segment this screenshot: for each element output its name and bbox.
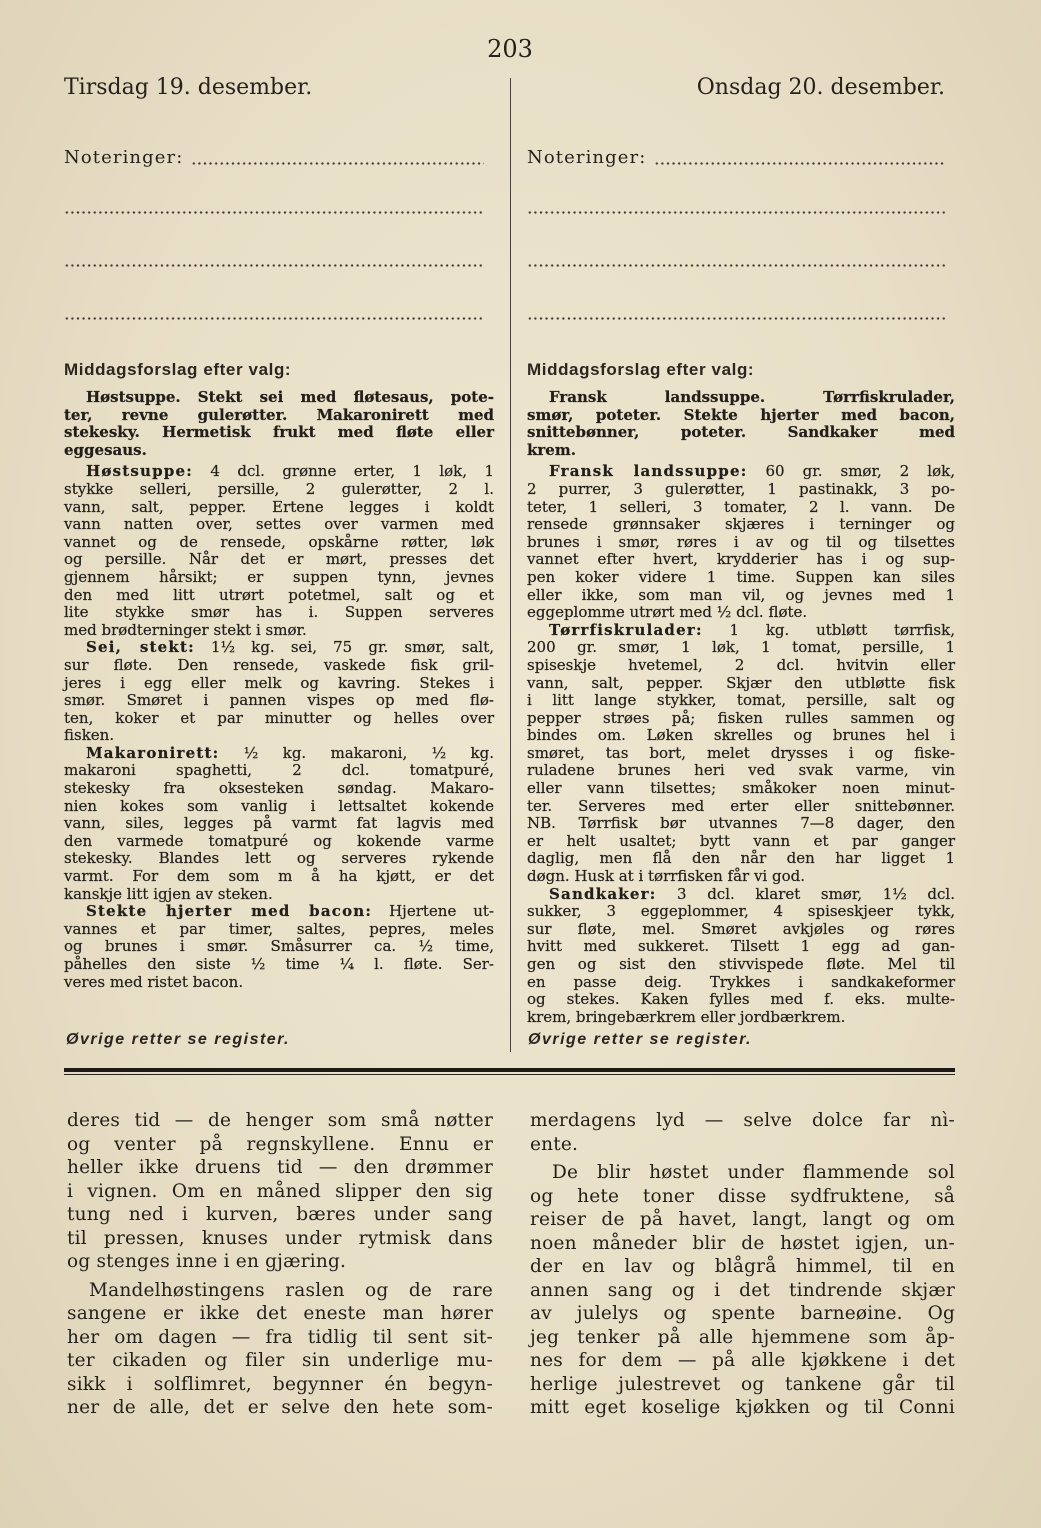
text-line	[527, 798, 955, 816]
text-line	[527, 639, 955, 657]
line-text: sikk i solflimret, begynner én begyn-	[67, 1373, 493, 1395]
text-line	[64, 407, 494, 425]
text-line	[64, 745, 494, 763]
text-line	[64, 921, 494, 939]
text-line	[64, 974, 494, 992]
line-text: vannet efter hvert, krydderier has i og sup-	[527, 550, 955, 569]
line-text: vann, siles, legges på varmt fat lagvis med	[64, 814, 494, 833]
text-line	[527, 604, 955, 622]
line-text: eller ikke, som man vil, og jevnes med 1	[527, 585, 955, 604]
essay-column-left	[67, 1109, 493, 1420]
text-line	[67, 1180, 493, 1204]
register-note-left: Øvrige retter se register.	[66, 1031, 290, 1048]
text-line	[530, 1279, 955, 1303]
date-heading-tuesday: Tirsdag 19. desember.	[64, 75, 313, 100]
text-line	[527, 745, 955, 763]
line-text: ter. Serveres med erter eller snittebønner.	[527, 796, 955, 815]
dinner-suggestions-left	[64, 389, 494, 991]
line-text: påhelles den siste ½ time ¼ l. fløte. Ser-	[64, 955, 494, 973]
menu-heading-right: Middagsforslag efter valg:	[527, 360, 755, 379]
line-text: sangene er ikke det eneste man hører	[67, 1303, 493, 1324]
text-line	[527, 657, 955, 675]
text-line	[527, 886, 955, 904]
menu-summary	[64, 389, 494, 459]
line-text: rensede grønnsaker skjæres i terninger og	[527, 515, 955, 534]
text-line	[67, 1279, 493, 1303]
text-line	[64, 551, 494, 569]
line-text: i litt lange stykker, tomat, persille, salt og	[527, 691, 955, 710]
text-line	[64, 604, 494, 622]
line-text: De blir høstet under flammende sol	[552, 1162, 955, 1183]
line-text: krem.	[527, 440, 576, 459]
text-line	[527, 389, 955, 407]
line-text: og hete toner disse sydfruktene, så	[530, 1185, 955, 1207]
line-text: vannes et par timer, saltes, pepres, meles	[64, 919, 494, 938]
line-text: pepper strøes på; fisken rulles sammen og	[527, 708, 955, 727]
recipe	[527, 622, 955, 886]
line-text: reiser de på havet, langt, langt og om	[530, 1209, 955, 1230]
text-line	[64, 727, 494, 745]
text-line	[64, 639, 494, 657]
text-line	[64, 692, 494, 710]
line-text: noen måneder blir de høstet igjen, un-	[530, 1232, 955, 1254]
text-line	[64, 833, 494, 851]
line-text: jeres i egg eller melk og kavring. Stekes i	[64, 673, 494, 692]
line-text: mitt eget koselige kjøkken og til Conni	[530, 1397, 955, 1418]
text-line	[67, 1326, 493, 1350]
recipe	[64, 745, 494, 903]
text-line	[527, 424, 955, 442]
line-text: gen og sist den stivvispede fløte. Mel til	[527, 955, 955, 973]
dotted-note-line	[64, 317, 484, 320]
line-text: smør. Smøret i pannen vispes op med flø-	[64, 691, 494, 710]
line-text: daglig, men flå den når den har ligget 1	[527, 849, 955, 868]
text-line	[527, 1009, 955, 1027]
dotted-note-line	[527, 264, 945, 267]
text-line	[527, 587, 955, 605]
line-text: veres med ristet bacon.	[64, 972, 244, 991]
text-line	[64, 850, 494, 868]
text-line	[527, 551, 955, 569]
register-note-right: Øvrige retter se register.	[528, 1031, 752, 1048]
line-text: der en lav og blågrå himmel, til en	[530, 1256, 955, 1277]
text-line	[67, 1349, 493, 1373]
text-line	[527, 481, 955, 499]
text-line	[64, 569, 494, 587]
line-text: med brødterninger stekt i smør.	[64, 620, 307, 639]
line-text: deres tid — de henger som små nøtter	[67, 1110, 493, 1131]
text-line	[527, 692, 955, 710]
text-line	[64, 956, 494, 974]
recipe	[527, 463, 955, 621]
line-text: og stekes. Kaken fylles med f. eks. multe-	[527, 990, 955, 1009]
text-line	[527, 850, 955, 868]
dotted-note-line	[64, 211, 484, 214]
recipe	[527, 886, 955, 1027]
text-line	[64, 710, 494, 728]
line-text: makaroni spaghetti, 2 dcl. tomatpuré,	[64, 761, 494, 780]
text-line	[530, 1109, 955, 1133]
line-text: vann natten over, settes over varmen med	[64, 515, 494, 534]
line-text: ner de alle, det er selve den hete som-	[67, 1397, 493, 1418]
line-text: og persille. Når det er mørt, presses det	[64, 550, 494, 569]
line-text: 1½ kg. sei, 75 gr. smør, salt,	[211, 638, 494, 657]
line-text: vann, salt, pepper. Ertene legges i koldt	[64, 497, 494, 516]
text-line	[527, 407, 955, 425]
line-text: stekesky. Hermetisk frukt med fløte eller	[64, 423, 494, 442]
line-text: Hjertene ut-	[389, 902, 494, 921]
line-text: merdagens lyd — selve dolce far nì-	[530, 1110, 955, 1131]
column-divider	[510, 78, 511, 1052]
line-text: hvitt med sukkeret. Tilsett 1 egg ad gan-	[527, 937, 955, 956]
text-line	[527, 499, 955, 517]
line-text: heller ikke druens tid — den drømmer	[67, 1157, 493, 1178]
text-line	[527, 569, 955, 587]
text-line	[527, 442, 955, 460]
essay-paragraph	[530, 1109, 955, 1156]
line-text: 60 gr. smør, 2 løk,	[765, 462, 955, 481]
line-text: smør, poteter. Stekte hjerter med bacon,	[527, 405, 955, 424]
dotted-note-line	[527, 211, 945, 214]
line-text: døgn. Husk at i tørrfisken får vi god.	[527, 867, 806, 886]
dinner-suggestions-right	[527, 389, 955, 1026]
line-text: Fransk landssuppe. Tørrfiskrulader,	[549, 388, 955, 406]
line-text: smøret, tas bort, melet drysses i og fiske-	[527, 743, 955, 762]
text-line	[527, 675, 955, 693]
recipe-name: Tørrfiskrulader:	[549, 620, 703, 639]
text-line	[527, 921, 955, 939]
menu-summary	[527, 389, 955, 459]
text-line	[67, 1373, 493, 1397]
line-text: snittebønner, poteter. Sandkaker med	[527, 423, 955, 442]
line-text: Høstsuppe. Stekt sei med fløtesaus, pote-	[86, 388, 494, 406]
line-text: vannet og de rensede, opskårne røtter, løk	[64, 532, 494, 551]
text-line	[64, 424, 494, 442]
text-line	[64, 389, 494, 407]
line-text: en passe deig. Trykkes i sandkakeformer	[527, 972, 955, 991]
text-line	[64, 516, 494, 534]
text-line	[527, 622, 955, 640]
text-line	[64, 657, 494, 675]
line-text: teter, 1 selleri, 3 tomater, 2 l. vann. De	[527, 497, 955, 516]
line-text: tung ned i kurven, bæres under sang	[67, 1204, 493, 1225]
line-text: herlige julestrevet og tankene går til	[530, 1373, 955, 1395]
text-line	[527, 974, 955, 992]
text-line	[530, 1396, 955, 1420]
text-line	[64, 886, 494, 904]
recipe-name: Stekte hjerter med bacon:	[86, 902, 373, 921]
line-text: nes for dem — på alle kjøkkene i det	[530, 1350, 955, 1371]
text-line	[527, 903, 955, 921]
recipe-name: Sandkaker:	[549, 884, 657, 903]
line-text: ten, koker et par minutter og helles over	[64, 708, 494, 727]
text-line	[67, 1156, 493, 1180]
line-text: og brunes i smør. Småsurrer ca. ½ time,	[64, 937, 494, 956]
text-line	[527, 762, 955, 780]
dotted-leader	[654, 162, 945, 165]
text-line	[530, 1161, 955, 1185]
line-text: ente.	[530, 1133, 579, 1155]
dotted-note-line	[527, 317, 945, 320]
text-line	[67, 1227, 493, 1251]
line-text: nien kokes som vanlig i lettsaltet kokende	[64, 796, 494, 815]
text-line	[527, 956, 955, 974]
line-text: ter, revne gulerøtter. Makaronirett med	[64, 405, 494, 424]
recipe	[64, 639, 494, 745]
line-text: lite stykke smør has i. Suppen serveres	[64, 603, 494, 622]
line-text: eggeplomme utrørt med ½ dcl. fløte.	[527, 603, 808, 622]
line-text: bindes om. Løken skrelles og brunes hel i	[527, 726, 955, 745]
line-text: stykke selleri, persille, 2 gulerøtter, 2 l.	[64, 479, 494, 498]
text-line	[67, 1302, 493, 1326]
line-text: pen koker videre 1 time. Suppen kan siles	[527, 567, 955, 586]
line-text: Mandelhøstingens raslen og de rare	[89, 1279, 493, 1301]
text-line	[527, 938, 955, 956]
text-line	[67, 1203, 493, 1227]
text-line	[530, 1302, 955, 1326]
text-line	[67, 1396, 493, 1420]
text-line	[64, 463, 494, 481]
line-text: brunes i smør, røres i av og til og tilsettes	[527, 532, 955, 551]
line-text: annen sang og i det tindrende skjær	[530, 1279, 955, 1301]
text-line	[530, 1208, 955, 1232]
text-line	[530, 1349, 955, 1373]
text-line	[527, 833, 955, 851]
line-text: til pressen, knuses under rytmisk dans	[67, 1227, 493, 1249]
text-line	[64, 481, 494, 499]
essay-paragraph	[67, 1109, 493, 1274]
text-line	[527, 780, 955, 798]
essay-column-right	[530, 1109, 955, 1420]
essay-paragraph	[530, 1161, 955, 1420]
line-text: her om dagen — fra tidlig til sent sit-	[67, 1326, 493, 1348]
text-line	[527, 534, 955, 552]
line-text: varmt. For dem som m å ha kjøtt, er det	[64, 867, 494, 886]
line-text: kanskje litt igjen av steken.	[64, 884, 273, 903]
line-text: eller vann tilsettes; småkoker noen minut-	[527, 779, 955, 798]
line-text: krem, bringebærkrem eller jordbærkrem.	[527, 1007, 846, 1026]
recipe	[64, 903, 494, 991]
text-line	[527, 815, 955, 833]
line-text: 3 dcl. klaret smør, 1½ dcl.	[677, 884, 955, 903]
text-line	[64, 938, 494, 956]
recipe-name: Sei, stekt:	[86, 638, 195, 657]
text-line	[64, 534, 494, 552]
text-line	[67, 1250, 493, 1274]
notes-label: Noteringer:	[527, 147, 647, 168]
text-line	[530, 1133, 955, 1157]
line-text: ruladene brunes heri ved svak varme, vin	[527, 761, 955, 780]
line-text: av julelys og spente barneøine. Og	[530, 1303, 955, 1324]
page-number: 203	[487, 35, 533, 63]
text-line	[64, 499, 494, 517]
line-text: NB. Tørrfisk bør utvannes 7—8 dager, den	[527, 814, 955, 833]
text-line	[527, 463, 955, 481]
text-line	[530, 1255, 955, 1279]
text-line	[527, 710, 955, 728]
text-line	[527, 516, 955, 534]
text-line	[527, 727, 955, 745]
notes-row-right	[527, 146, 945, 170]
text-line	[530, 1232, 955, 1256]
line-text: den med litt utrørt potetmel, salt og et	[64, 585, 494, 604]
line-text: eggesaus.	[64, 440, 147, 459]
text-line	[530, 1373, 955, 1397]
line-text: 1 kg. utbløtt tørrfisk,	[729, 620, 955, 639]
line-text: den varmede tomatpuré og kokende varme	[64, 831, 494, 850]
line-text: og stenges inne i en gjæring.	[67, 1251, 347, 1272]
text-line	[530, 1185, 955, 1209]
line-text: stekesky. Blandes lett og serveres rykende	[64, 849, 494, 868]
line-text: 200 gr. smør, 1 løk, 1 tomat, persille, 1	[527, 638, 955, 657]
line-text: gjennem hårsikt; er suppen tynn, jevnes	[64, 567, 494, 586]
text-line	[64, 587, 494, 605]
text-line	[64, 442, 494, 460]
menu-heading-left: Middagsforslag efter valg:	[64, 360, 292, 379]
text-line	[64, 762, 494, 780]
recipe	[64, 463, 494, 639]
line-text: 4 dcl. grønne erter, 1 løk, 1	[210, 462, 494, 481]
recipe-name: Fransk landssuppe:	[549, 462, 748, 481]
recipe-name: Makaronirett:	[86, 743, 220, 762]
text-line	[64, 868, 494, 886]
text-line	[64, 903, 494, 921]
date-heading-wednesday: Onsdag 20. desember.	[696, 75, 945, 100]
text-line	[64, 815, 494, 833]
line-text: 2 purrer, 3 gulerøtter, 1 pastinakk, 3 po-	[527, 479, 955, 498]
text-line	[527, 868, 955, 886]
line-text: er helt usaltet; bytt vann et par ganger	[527, 831, 955, 850]
line-text: sur fløte. Den rensede, vaskede fisk gril-	[64, 655, 494, 674]
dotted-note-line	[64, 264, 484, 267]
section-rule	[64, 1068, 955, 1075]
line-text: ½ kg. makaroni, ½ kg.	[243, 743, 494, 762]
text-line	[67, 1109, 493, 1133]
line-text: i vignen. Om en måned slipper den sig	[67, 1180, 493, 1202]
line-text: jeg tenker på alle hjemmene som åp-	[530, 1326, 955, 1348]
line-text: vann, salt, pepper. Skjær den utbløtte fisk	[527, 673, 955, 692]
line-text: stekesky fra oksesteken søndag. Makaro-	[64, 779, 494, 798]
essay-paragraph	[67, 1279, 493, 1420]
text-line	[64, 622, 494, 640]
line-text: spiseskje hvetemel, 2 dcl. hvitvin eller	[527, 655, 955, 674]
text-line	[67, 1133, 493, 1157]
line-text: ter cikaden og filer sin underlige mu-	[67, 1350, 493, 1371]
text-line	[527, 991, 955, 1009]
line-text: sukker, 3 eggeplommer, 4 spiseskjeer tykk,	[527, 902, 955, 921]
text-line	[530, 1326, 955, 1350]
notes-label: Noteringer:	[64, 147, 184, 168]
text-line	[64, 675, 494, 693]
text-line	[64, 780, 494, 798]
text-line	[64, 798, 494, 816]
dotted-leader	[191, 162, 484, 165]
line-text: fisken.	[64, 726, 115, 745]
line-text: sur fløte, mel. Smøret avkjøles og røres	[527, 919, 955, 938]
notes-row-left	[64, 146, 484, 170]
line-text: og venter på regnskyllene. Ennu er	[67, 1133, 493, 1155]
recipe-name: Høstsuppe:	[86, 462, 193, 481]
